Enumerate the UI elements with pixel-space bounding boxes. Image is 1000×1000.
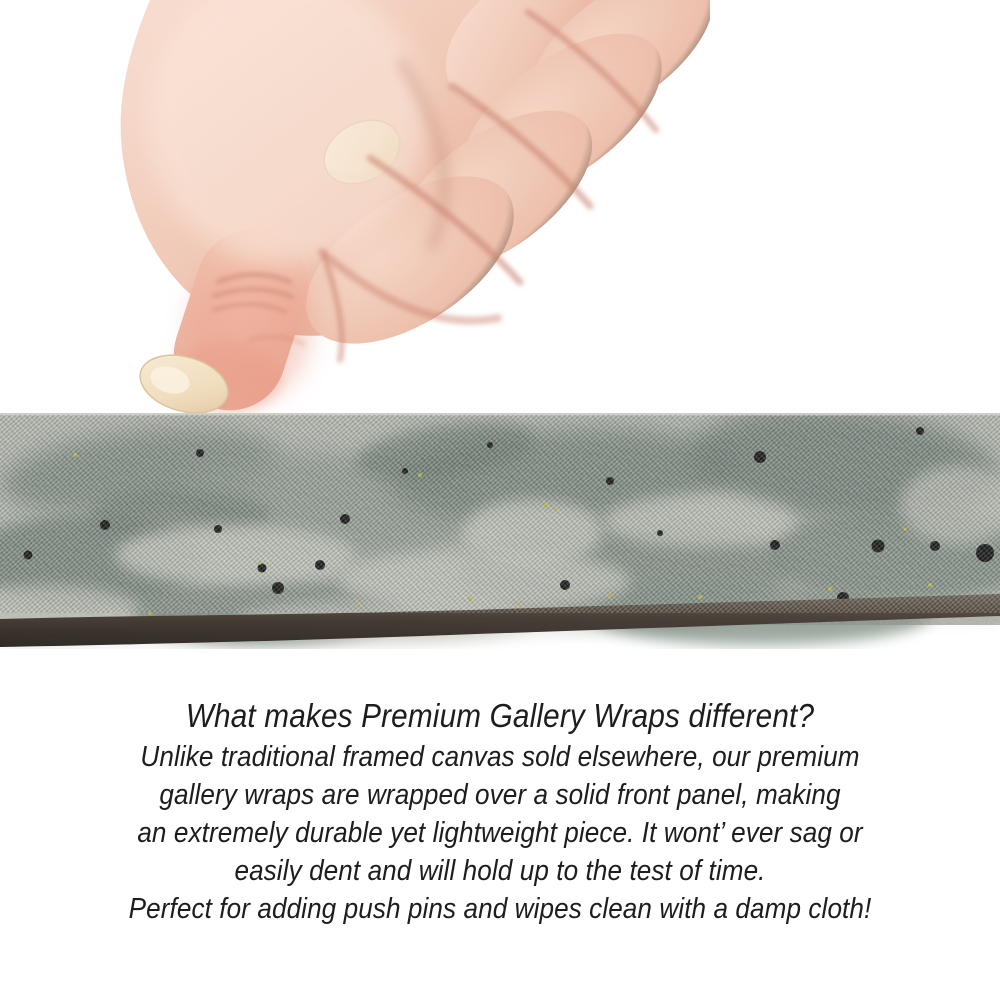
copy-line-3: an extremely durable yet lightweight piece. It wont’ ever sag or <box>137 817 863 849</box>
strip-top-highlight <box>0 413 1000 416</box>
hand-illustration <box>100 0 710 418</box>
hand-photo <box>100 0 710 418</box>
copy-line-4: easily dent and will hold up to the test of time. <box>234 855 766 887</box>
copy-line-1: Unlike traditional framed canvas sold elsewhere, our premium <box>140 741 860 773</box>
canvas-strip-illustration <box>0 413 1000 649</box>
copy-line-5: Perfect for adding push pins and wipes clean with a damp cloth! <box>128 893 872 925</box>
copy-heading: What makes Premium Gallery Wraps different? <box>185 697 815 734</box>
marketing-copy <box>50 694 950 928</box>
canvas-grain-light <box>0 413 1000 625</box>
copy-line-2: gallery wraps are wrapped over a solid front panel, making <box>159 779 841 811</box>
canvas-strip-photo <box>0 413 1000 649</box>
